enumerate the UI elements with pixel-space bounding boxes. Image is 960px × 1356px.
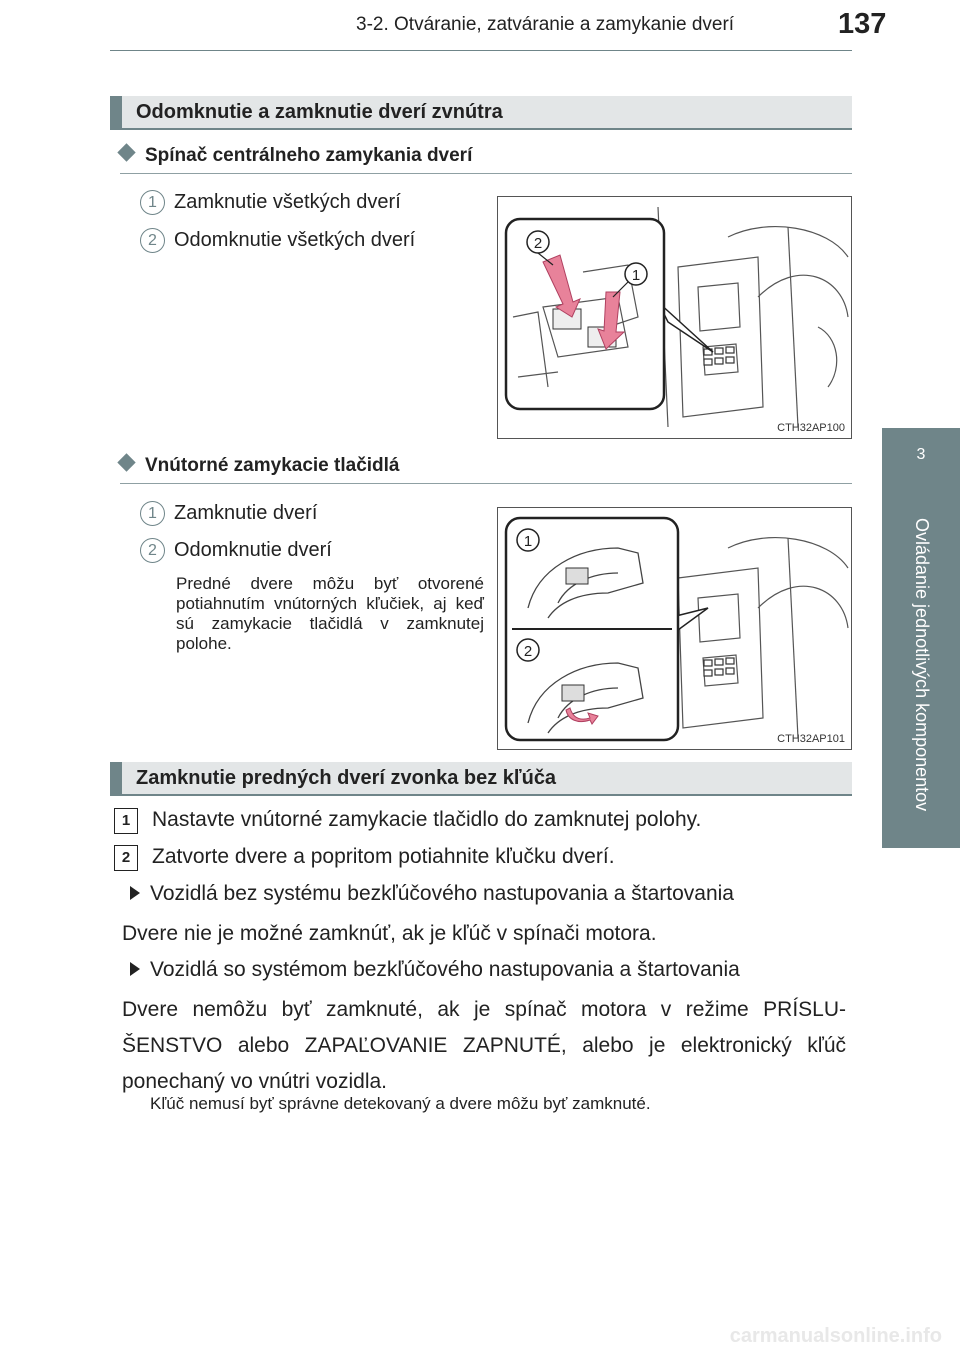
figure-code: CTH32AP101	[777, 733, 845, 745]
case-text: Dvere nie je možné zamknúť, ak je kľúč v spínači motora.	[122, 922, 657, 945]
page-number: 137	[838, 8, 887, 40]
chapter-title: 3-2. Otváranie, zatváranie a zamykanie dverí	[356, 14, 735, 35]
callout-2: 2	[523, 643, 533, 660]
section-title: Odomknutie a zamknutie dverí zvnútra	[136, 101, 503, 123]
subheading-divider	[120, 173, 852, 174]
callout-1: 1	[631, 267, 641, 284]
case-text: Dvere nemôžu byť zamknuté, ak je spínač motora v režime PRÍSLU-ŠENSTVO alebo ZAPAĽOVANIE ZAPNUTÉ, alebo je elektronický kľúč ponechaný vo vnútri vozidla.	[122, 998, 846, 1093]
list-item	[140, 538, 332, 563]
door-lock-switch-drawing	[498, 197, 851, 438]
triangle-bullet-icon	[130, 886, 140, 900]
step-number: 2	[114, 845, 138, 871]
illustration-inside-lock-button	[497, 507, 852, 750]
subheading-inside-lock-buttons	[120, 455, 400, 477]
circle-number: 1	[140, 190, 165, 215]
section-heading-1	[110, 96, 852, 130]
note-text: Kľúč nemusí byť správne detekovaný a dvere môžu byť zamknuté.	[150, 1094, 651, 1113]
callout-1: 1	[523, 533, 533, 550]
step-item	[114, 845, 615, 871]
header-divider	[110, 50, 852, 51]
case-heading-text: Vozidlá bez systému bezkľúčového nastupovania a štartovania	[150, 882, 734, 905]
triangle-bullet-icon	[130, 962, 140, 976]
diamond-bullet-icon	[117, 453, 135, 471]
circle-number: 1	[140, 501, 165, 526]
circle-number: 2	[140, 228, 165, 253]
subheading-divider	[120, 483, 852, 484]
list-item	[140, 228, 415, 253]
list-item	[140, 190, 401, 215]
section-heading-2	[110, 762, 852, 796]
case-heading	[130, 882, 734, 906]
section-title: Zamknutie predných dverí zvonka bez kľúča	[136, 767, 557, 789]
chapter-side-tab	[882, 428, 960, 848]
step-number: 1	[114, 808, 138, 834]
step-text: Zatvorte dvere a popritom potiahnite kľučku dverí.	[152, 845, 615, 868]
inside-lock-button-drawing	[498, 508, 851, 749]
list-item	[140, 501, 317, 526]
list-item-text: Odomknutie dverí	[174, 539, 332, 561]
callout-2: 2	[533, 235, 543, 252]
watermark: carmanualsonline.info	[729, 1325, 942, 1347]
list-item-text: Zamknutie dverí	[174, 502, 318, 524]
side-tab-number: 3	[916, 446, 926, 463]
case-heading-text: Vozidlá so systémom bezkľúčového nastupovania a štartovania	[150, 958, 740, 981]
step-text: Nastavte vnútorné zamykacie tlačidlo do zamknutej polohy.	[152, 808, 702, 831]
circle-number: 2	[140, 538, 165, 563]
side-tab-label: Ovládanie jednotlivých komponentov	[912, 518, 932, 812]
list-item-text: Odomknutie všetkých dverí	[174, 229, 416, 251]
subheading-text: Vnútorné zamykacie tlačidlá	[145, 455, 400, 476]
diamond-bullet-icon	[117, 143, 135, 161]
step-item	[114, 808, 701, 834]
illustration-door-lock-switch	[497, 196, 852, 439]
subheading-central-lock	[120, 145, 472, 167]
figure-code: CTH32AP100	[777, 422, 845, 434]
list-item-text: Zamknutie všetkých dverí	[174, 191, 401, 213]
note-text: Predné dvere môžu byť otvorené potiahnutím vnútorných kľučiek, aj keď sú zamykacie tlačidlá v zamknutej polohe.	[176, 574, 484, 653]
subheading-text: Spínač centrálneho zamykania dverí	[145, 145, 473, 166]
case-heading	[130, 958, 740, 982]
